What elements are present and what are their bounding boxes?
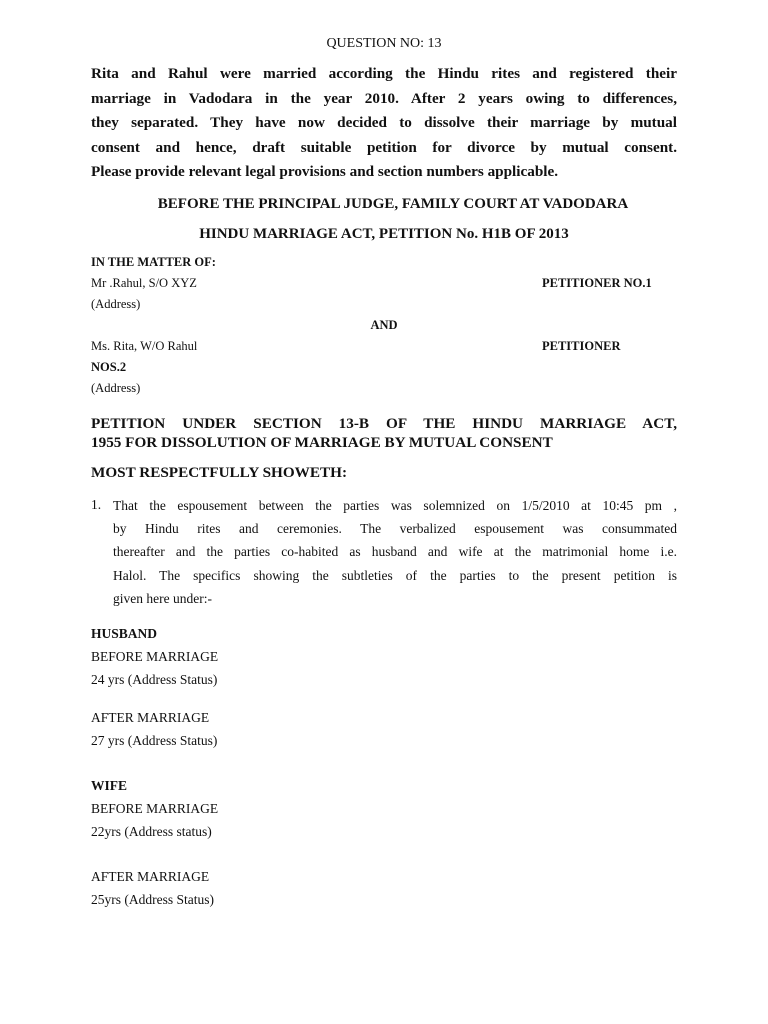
act-petition-line: HINDU MARRIAGE ACT, PETITION No. H1B OF 2013 <box>199 226 569 242</box>
court-heading: BEFORE THE PRINCIPAL JUDGE, FAMILY COURT AT VADODARA <box>157 196 629 212</box>
petitioner2-name: Ms. Rita, W/O Rahul <box>91 339 198 353</box>
husband-before-label: BEFORE MARRIAGE <box>91 649 219 664</box>
paragraph-line: That the espousement between the parties was solemnized on 1/5/2010 at 10:45 pm , <box>113 498 677 513</box>
paragraph-line: by Hindu rites and ceremonies. The verbalized espousement was consummated <box>113 521 677 537</box>
petitioner1-address: (Address) <box>91 297 141 311</box>
husband-after-label: AFTER MARRIAGE <box>91 710 210 725</box>
question-line: they separated. They have now decided to dissolve their marriage by mutual <box>91 114 677 131</box>
wife-before-value: 22yrs (Address status) <box>91 824 212 839</box>
husband-after-value: 27 yrs (Address Status) <box>91 733 218 748</box>
wife-after-label: AFTER MARRIAGE <box>91 869 210 884</box>
wife-heading: WIFE <box>91 778 128 793</box>
question-line: marriage in Vadodara in the year 2010. After 2 years owing to differences, <box>91 89 677 107</box>
question-line: Please provide relevant legal provisions and section numbers applicable. <box>91 163 559 180</box>
and-separator: AND <box>370 318 398 332</box>
wife-after-value: 25yrs (Address Status) <box>91 892 214 907</box>
petitioner1-name: Mr .Rahul, S/O XYZ <box>91 276 197 290</box>
question-text <box>91 62 677 185</box>
husband-heading: HUSBAND <box>91 626 158 641</box>
in-the-matter-of: IN THE MATTER OF: <box>91 255 216 269</box>
question-line: consent and hence, draft suitable petition for divorce by mutual consent. <box>91 138 677 156</box>
petition-heading <box>91 414 677 452</box>
paragraph-number: 1. <box>91 497 102 512</box>
paragraph-1 <box>113 494 677 610</box>
wife-before-label: BEFORE MARRIAGE <box>91 801 219 816</box>
question-line: Rita and Rahul were married according the Hindu rites and registered their <box>91 65 677 82</box>
paragraph-line: given here under:- <box>113 590 212 606</box>
question-title: QUESTION NO: 13 <box>326 36 442 51</box>
paragraph-line: Halol. The specifics showing the subtleties of the parties to the present petition is <box>113 567 677 583</box>
paragraph-line: thereafter and the parties co-habited as husband and wife at the matrimonial home i.e. <box>113 544 677 560</box>
husband-before-value: 24 yrs (Address Status) <box>91 672 218 687</box>
petition-heading-line: 1955 FOR DISSOLUTION OF MARRIAGE BY MUTUAL CONSENT <box>91 434 553 451</box>
showeth-heading: MOST RESPECTFULLY SHOWETH: <box>91 464 347 481</box>
petition-heading-line: PETITION UNDER SECTION 13-B OF THE HINDU MARRIAGE ACT, <box>91 415 677 432</box>
petitioner2-label-continued: NOS.2 <box>91 360 127 374</box>
petitioner2-label: PETITIONER <box>542 339 621 353</box>
petitioner2-address: (Address) <box>91 381 141 395</box>
petitioner1-label: PETITIONER NO.1 <box>542 276 652 290</box>
